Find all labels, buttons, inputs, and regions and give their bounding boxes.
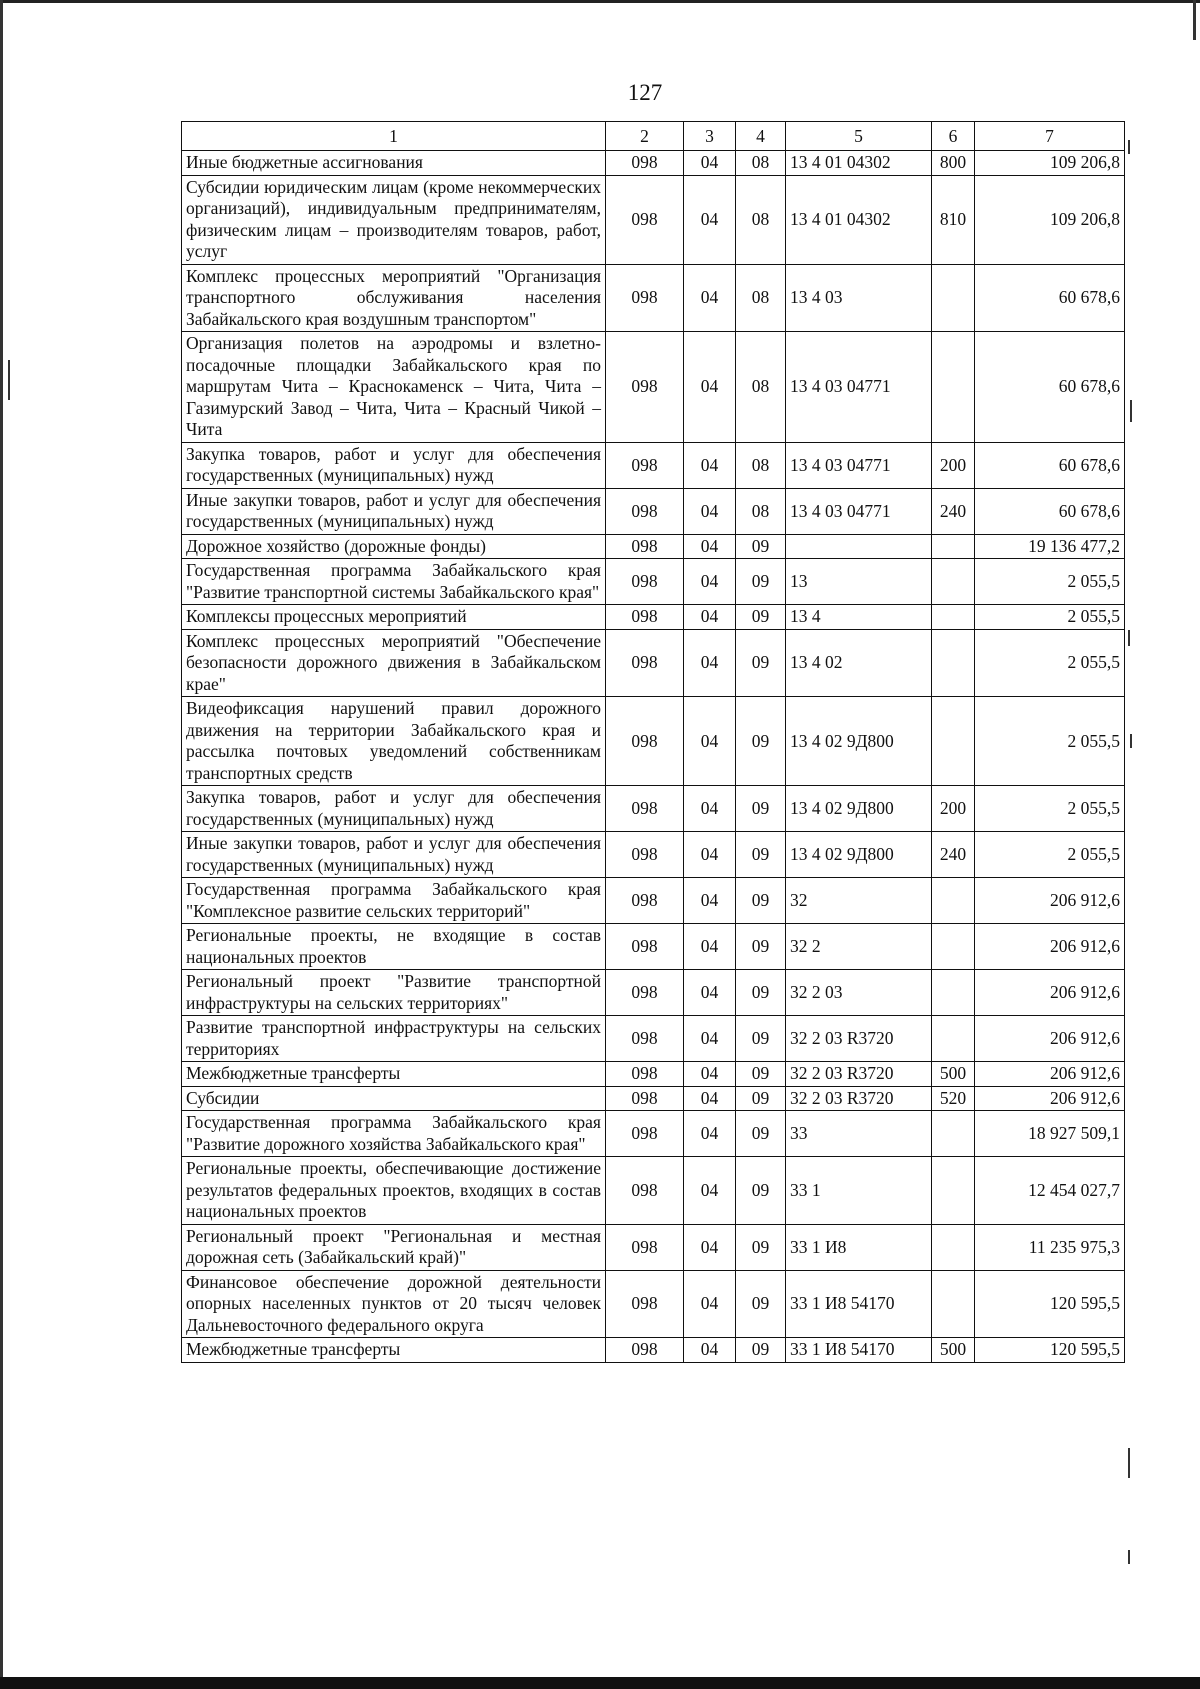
row-sum-cell: 2 055,5 — [975, 697, 1125, 786]
row-code-cell: 13 4 03 04771 — [786, 442, 932, 488]
row-sum-cell: 2 055,5 — [975, 605, 1125, 630]
row-code-cell: 13 4 03 — [786, 264, 932, 332]
row-col2-cell: 098 — [606, 488, 684, 534]
row-col4-cell: 09 — [736, 786, 786, 832]
row-code-cell — [786, 534, 932, 559]
row-col4-cell: 08 — [736, 175, 786, 264]
row-name-cell: Межбюджетные трансферты — [182, 1338, 606, 1363]
row-col3-cell: 04 — [684, 1016, 736, 1062]
row-col3-cell: 04 — [684, 534, 736, 559]
row-col3-cell: 04 — [684, 697, 736, 786]
row-col2-cell: 098 — [606, 1338, 684, 1363]
table-row — [182, 175, 1125, 264]
table-row — [182, 1016, 1125, 1062]
table-row — [182, 264, 1125, 332]
row-sum-cell: 206 912,6 — [975, 878, 1125, 924]
row-col4-cell: 09 — [736, 878, 786, 924]
table-row — [182, 1157, 1125, 1225]
row-code-cell: 13 4 03 04771 — [786, 332, 932, 443]
row-col4-cell: 09 — [736, 1086, 786, 1111]
header-cell: 5 — [786, 122, 932, 151]
row-col6-cell — [932, 924, 975, 970]
row-code-cell: 32 2 — [786, 924, 932, 970]
row-col2-cell: 098 — [606, 629, 684, 697]
row-col3-cell: 04 — [684, 970, 736, 1016]
header-cell: 2 — [606, 122, 684, 151]
row-col6-cell — [932, 1111, 975, 1157]
header-cell: 6 — [932, 122, 975, 151]
row-col3-cell: 04 — [684, 1338, 736, 1363]
row-col3-cell: 04 — [684, 559, 736, 605]
row-col3-cell: 04 — [684, 488, 736, 534]
scan-artifact — [1130, 400, 1132, 422]
scan-border-right — [1193, 0, 1196, 40]
row-code-cell: 32 2 03 R3720 — [786, 1062, 932, 1087]
row-col6-cell: 200 — [932, 786, 975, 832]
row-sum-cell: 60 678,6 — [975, 264, 1125, 332]
table-row — [182, 1338, 1125, 1363]
row-col4-cell: 09 — [736, 697, 786, 786]
row-col4-cell: 09 — [736, 832, 786, 878]
header-cell: 7 — [975, 122, 1125, 151]
row-col4-cell: 09 — [736, 605, 786, 630]
scan-artifact — [1130, 734, 1132, 748]
scan-border-top — [0, 0, 1200, 3]
row-name-cell: Региональные проекты, не входящие в состав национальных проектов — [182, 924, 606, 970]
row-col2-cell: 098 — [606, 559, 684, 605]
row-sum-cell: 109 206,8 — [975, 175, 1125, 264]
table-row — [182, 970, 1125, 1016]
row-code-cell: 32 2 03 — [786, 970, 932, 1016]
row-col4-cell: 08 — [736, 442, 786, 488]
row-col6-cell — [932, 1270, 975, 1338]
row-sum-cell: 60 678,6 — [975, 488, 1125, 534]
row-col2-cell: 098 — [606, 264, 684, 332]
table-header-row — [182, 122, 1125, 151]
row-col3-cell: 04 — [684, 264, 736, 332]
row-col3-cell: 04 — [684, 1270, 736, 1338]
row-col6-cell — [932, 332, 975, 443]
row-name-cell: Государственная программа Забайкальского края "Развитие транспортной системы Забайкальского края" — [182, 559, 606, 605]
row-code-cell: 13 4 02 9Д800 — [786, 786, 932, 832]
row-code-cell: 13 4 — [786, 605, 932, 630]
row-col4-cell: 08 — [736, 264, 786, 332]
row-sum-cell: 120 595,5 — [975, 1270, 1125, 1338]
row-col4-cell: 09 — [736, 559, 786, 605]
table-row — [182, 488, 1125, 534]
row-sum-cell: 206 912,6 — [975, 1062, 1125, 1087]
row-col2-cell: 098 — [606, 175, 684, 264]
scan-artifact — [1128, 1448, 1130, 1478]
row-col2-cell: 098 — [606, 1062, 684, 1087]
row-name-cell: Субсидии — [182, 1086, 606, 1111]
row-col6-cell: 240 — [932, 488, 975, 534]
row-col3-cell: 04 — [684, 786, 736, 832]
table-row — [182, 332, 1125, 443]
row-col6-cell: 200 — [932, 442, 975, 488]
row-code-cell: 13 4 02 9Д800 — [786, 832, 932, 878]
row-sum-cell: 2 055,5 — [975, 559, 1125, 605]
row-col6-cell: 800 — [932, 151, 975, 176]
row-name-cell: Региональные проекты, обеспечивающие достижение результатов федеральных проектов, входящих в состав национальных проектов — [182, 1157, 606, 1225]
row-col3-cell: 04 — [684, 1224, 736, 1270]
scan-border-bottom — [0, 1677, 1200, 1689]
row-col4-cell: 09 — [736, 629, 786, 697]
header-cell: 3 — [684, 122, 736, 151]
row-name-cell: Организация полетов на аэродромы и взлетно-посадочные площадки Забайкальского края по маршрутам Чита – Краснокаменск – Чита, Чита – Газимурский Завод – Чита, Чита – Красный Чикой – Чита — [182, 332, 606, 443]
row-code-cell: 32 — [786, 878, 932, 924]
row-code-cell: 33 1 И8 54170 — [786, 1270, 932, 1338]
table-row — [182, 1062, 1125, 1087]
row-col3-cell: 04 — [684, 1157, 736, 1225]
row-col6-cell: 500 — [932, 1338, 975, 1363]
row-code-cell: 33 — [786, 1111, 932, 1157]
row-col2-cell: 098 — [606, 832, 684, 878]
row-col3-cell: 04 — [684, 605, 736, 630]
table-row — [182, 1111, 1125, 1157]
row-col4-cell: 08 — [736, 332, 786, 443]
row-col3-cell: 04 — [684, 832, 736, 878]
row-col4-cell: 09 — [736, 1062, 786, 1087]
row-col3-cell: 04 — [684, 175, 736, 264]
row-col6-cell — [932, 1224, 975, 1270]
row-col6-cell: 520 — [932, 1086, 975, 1111]
row-code-cell: 13 4 02 — [786, 629, 932, 697]
row-col6-cell — [932, 1016, 975, 1062]
row-sum-cell: 206 912,6 — [975, 1086, 1125, 1111]
row-name-cell: Региональный проект "Развитие транспортной инфраструктуры на сельских территориях" — [182, 970, 606, 1016]
row-col6-cell — [932, 1157, 975, 1225]
row-code-cell: 13 4 01 04302 — [786, 175, 932, 264]
table-row — [182, 151, 1125, 176]
row-name-cell: Финансовое обеспечение дорожной деятельности опорных населенных пунктов от 20 тысяч человек Дальневосточного федерального округа — [182, 1270, 606, 1338]
row-code-cell: 32 2 03 R3720 — [786, 1016, 932, 1062]
table-row — [182, 1224, 1125, 1270]
row-col4-cell: 09 — [736, 1270, 786, 1338]
scan-artifact — [1128, 1550, 1130, 1564]
page-number: 127 — [627, 80, 663, 105]
budget-table — [181, 121, 1125, 1363]
row-sum-cell: 19 136 477,2 — [975, 534, 1125, 559]
row-col2-cell: 098 — [606, 1111, 684, 1157]
table-row — [182, 1270, 1125, 1338]
row-name-cell: Межбюджетные трансферты — [182, 1062, 606, 1087]
row-sum-cell: 2 055,5 — [975, 629, 1125, 697]
row-name-cell: Иные закупки товаров, работ и услуг для обеспечения государственных (муниципальных) нужд — [182, 488, 606, 534]
row-name-cell: Дорожное хозяйство (дорожные фонды) — [182, 534, 606, 559]
row-code-cell: 13 4 03 04771 — [786, 488, 932, 534]
row-code-cell: 33 1 — [786, 1157, 932, 1225]
row-name-cell: Комплексы процессных мероприятий — [182, 605, 606, 630]
scan-artifact — [8, 360, 10, 400]
header-cell: 1 — [182, 122, 606, 151]
table-row — [182, 559, 1125, 605]
row-col2-cell: 098 — [606, 605, 684, 630]
row-col2-cell: 098 — [606, 878, 684, 924]
table-row — [182, 442, 1125, 488]
scan-border-left — [0, 0, 3, 1689]
row-col4-cell: 09 — [736, 1016, 786, 1062]
row-code-cell: 33 1 И8 — [786, 1224, 932, 1270]
row-col2-cell: 098 — [606, 970, 684, 1016]
header-cell: 4 — [736, 122, 786, 151]
row-code-cell: 33 1 И8 54170 — [786, 1338, 932, 1363]
row-code-cell: 13 4 02 9Д800 — [786, 697, 932, 786]
row-col3-cell: 04 — [684, 629, 736, 697]
row-sum-cell: 206 912,6 — [975, 924, 1125, 970]
row-name-cell: Иные бюджетные ассигнования — [182, 151, 606, 176]
row-sum-cell: 206 912,6 — [975, 970, 1125, 1016]
row-col4-cell: 09 — [736, 970, 786, 1016]
row-col3-cell: 04 — [684, 332, 736, 443]
row-col3-cell: 04 — [684, 1111, 736, 1157]
row-name-cell: Государственная программа Забайкальского края "Комплексное развитие сельских территорий" — [182, 878, 606, 924]
row-col4-cell: 09 — [736, 1157, 786, 1225]
row-name-cell: Закупка товаров, работ и услуг для обеспечения государственных (муниципальных) нужд — [182, 786, 606, 832]
row-col2-cell: 098 — [606, 442, 684, 488]
table-row — [182, 786, 1125, 832]
row-col2-cell: 098 — [606, 332, 684, 443]
row-name-cell: Государственная программа Забайкальского края "Развитие дорожного хозяйства Забайкальского края" — [182, 1111, 606, 1157]
row-col3-cell: 04 — [684, 151, 736, 176]
row-col2-cell: 098 — [606, 786, 684, 832]
scan-artifact — [1128, 630, 1130, 646]
row-sum-cell: 11 235 975,3 — [975, 1224, 1125, 1270]
row-col3-cell: 04 — [684, 442, 736, 488]
row-name-cell: Развитие транспортной инфраструктуры на сельских территориях — [182, 1016, 606, 1062]
row-sum-cell: 18 927 509,1 — [975, 1111, 1125, 1157]
row-col6-cell — [932, 559, 975, 605]
table-body — [182, 151, 1125, 1363]
row-name-cell: Закупка товаров, работ и услуг для обеспечения государственных (муниципальных) нужд — [182, 442, 606, 488]
row-col6-cell — [932, 878, 975, 924]
row-name-cell: Комплекс процессных мероприятий "Обеспечение безопасности дорожного движения в Забайкальском крае" — [182, 629, 606, 697]
row-sum-cell: 120 595,5 — [975, 1338, 1125, 1363]
row-col6-cell — [932, 605, 975, 630]
row-col6-cell: 240 — [932, 832, 975, 878]
row-col6-cell — [932, 970, 975, 1016]
table-row — [182, 534, 1125, 559]
row-name-cell: Региональный проект "Региональная и местная дорожная сеть (Забайкальский край)" — [182, 1224, 606, 1270]
row-name-cell: Комплекс процессных мероприятий "Организация транспортного обслуживания населения Забайкальского края воздушным транспортом" — [182, 264, 606, 332]
row-col6-cell — [932, 697, 975, 786]
row-code-cell: 13 4 01 04302 — [786, 151, 932, 176]
row-col2-cell: 098 — [606, 697, 684, 786]
table-row — [182, 924, 1125, 970]
row-sum-cell: 109 206,8 — [975, 151, 1125, 176]
row-code-cell: 32 2 03 R3720 — [786, 1086, 932, 1111]
row-col2-cell: 098 — [606, 1016, 684, 1062]
row-col4-cell: 09 — [736, 1111, 786, 1157]
row-col4-cell: 09 — [736, 1338, 786, 1363]
row-col2-cell: 098 — [606, 1086, 684, 1111]
row-col6-cell — [932, 264, 975, 332]
table-row — [182, 1086, 1125, 1111]
row-col4-cell: 08 — [736, 151, 786, 176]
row-col6-cell: 810 — [932, 175, 975, 264]
row-col2-cell: 098 — [606, 1157, 684, 1225]
row-name-cell: Видеофиксация нарушений правил дорожного движения на территории Забайкальского края и рассылка почтовых уведомлений собственникам транспортных средств — [182, 697, 606, 786]
row-col2-cell: 098 — [606, 534, 684, 559]
row-col3-cell: 04 — [684, 878, 736, 924]
row-sum-cell: 60 678,6 — [975, 332, 1125, 443]
row-sum-cell: 12 454 027,7 — [975, 1157, 1125, 1225]
row-col6-cell: 500 — [932, 1062, 975, 1087]
row-sum-cell: 60 678,6 — [975, 442, 1125, 488]
row-name-cell: Субсидии юридическим лицам (кроме некоммерческих организаций), индивидуальным предпринимателям, физическим лицам – производителям товаров, работ, услуг — [182, 175, 606, 264]
table-row — [182, 878, 1125, 924]
row-sum-cell: 206 912,6 — [975, 1016, 1125, 1062]
row-col3-cell: 04 — [684, 1086, 736, 1111]
row-sum-cell: 2 055,5 — [975, 786, 1125, 832]
scan-artifact — [1128, 140, 1130, 154]
row-code-cell: 13 — [786, 559, 932, 605]
row-col3-cell: 04 — [684, 1062, 736, 1087]
row-col2-cell: 098 — [606, 924, 684, 970]
row-col3-cell: 04 — [684, 924, 736, 970]
table-row — [182, 832, 1125, 878]
row-col6-cell — [932, 629, 975, 697]
row-col6-cell — [932, 534, 975, 559]
row-col4-cell: 09 — [736, 924, 786, 970]
row-sum-cell: 2 055,5 — [975, 832, 1125, 878]
row-col4-cell: 09 — [736, 1224, 786, 1270]
table-row — [182, 605, 1125, 630]
table-row — [182, 629, 1125, 697]
row-col2-cell: 098 — [606, 151, 684, 176]
table-row — [182, 697, 1125, 786]
row-col2-cell: 098 — [606, 1224, 684, 1270]
row-col4-cell: 09 — [736, 534, 786, 559]
row-col2-cell: 098 — [606, 1270, 684, 1338]
row-col4-cell: 08 — [736, 488, 786, 534]
row-name-cell: Иные закупки товаров, работ и услуг для обеспечения государственных (муниципальных) нужд — [182, 832, 606, 878]
